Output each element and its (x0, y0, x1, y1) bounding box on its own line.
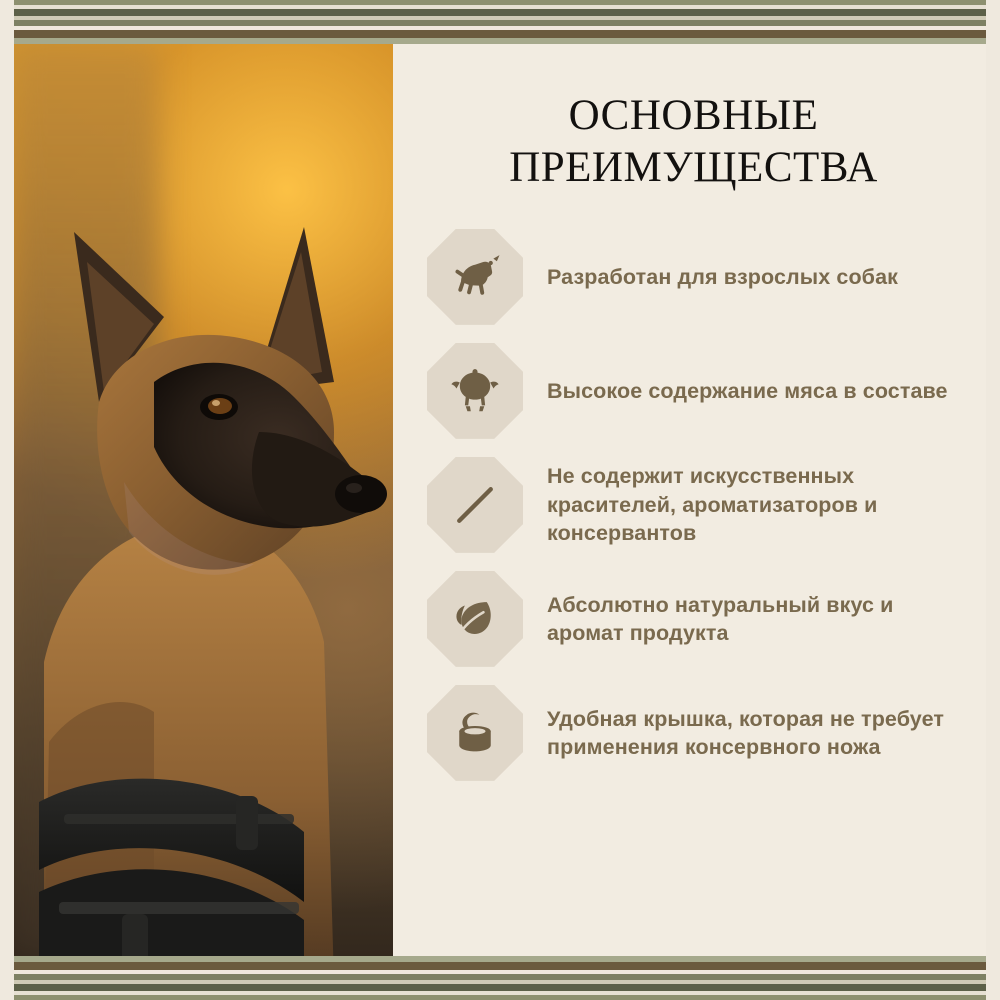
list-item (427, 685, 960, 781)
easy-open-can-icon (427, 685, 523, 781)
title-line-1: ОСНОВНЫЕ (568, 92, 819, 139)
page-title (427, 90, 960, 195)
list-item (427, 229, 960, 325)
feature-label: Не содержит искусственных красителей, ароматизаторов и консервантов (547, 464, 878, 546)
stripe-band (0, 962, 1000, 970)
feature-label: Высокое содержание мяса в составе (547, 378, 948, 403)
stripe-band (0, 984, 1000, 991)
bottom-stripe-border (0, 956, 1000, 1000)
no-additives-slash-icon (427, 457, 523, 553)
top-stripe-border (0, 0, 1000, 44)
list-item (427, 457, 960, 553)
stripe-band (0, 9, 1000, 16)
banner-content (14, 44, 986, 956)
features-list (427, 229, 960, 781)
features-panel (393, 44, 986, 956)
leaf-natural-icon (427, 571, 523, 667)
feature-label: Удобная крышка, которая не требует применения консервного ножа (547, 706, 944, 759)
dog-photo (14, 44, 393, 956)
list-item (427, 571, 960, 667)
dog-illustration (14, 102, 393, 956)
right-margin (986, 0, 1000, 1000)
jumping-dog-icon (427, 229, 523, 325)
feature-label: Абсолютно натуральный вкус и аромат продукта (547, 592, 894, 645)
turkey-icon (427, 343, 523, 439)
list-item (427, 343, 960, 439)
feature-label: Разработан для взрослых собак (547, 264, 898, 289)
left-margin (0, 0, 14, 1000)
stripe-band (0, 30, 1000, 38)
title-line-2: ПРЕИМУЩЕСТВА (509, 144, 878, 192)
stripe-band (0, 995, 1000, 1000)
